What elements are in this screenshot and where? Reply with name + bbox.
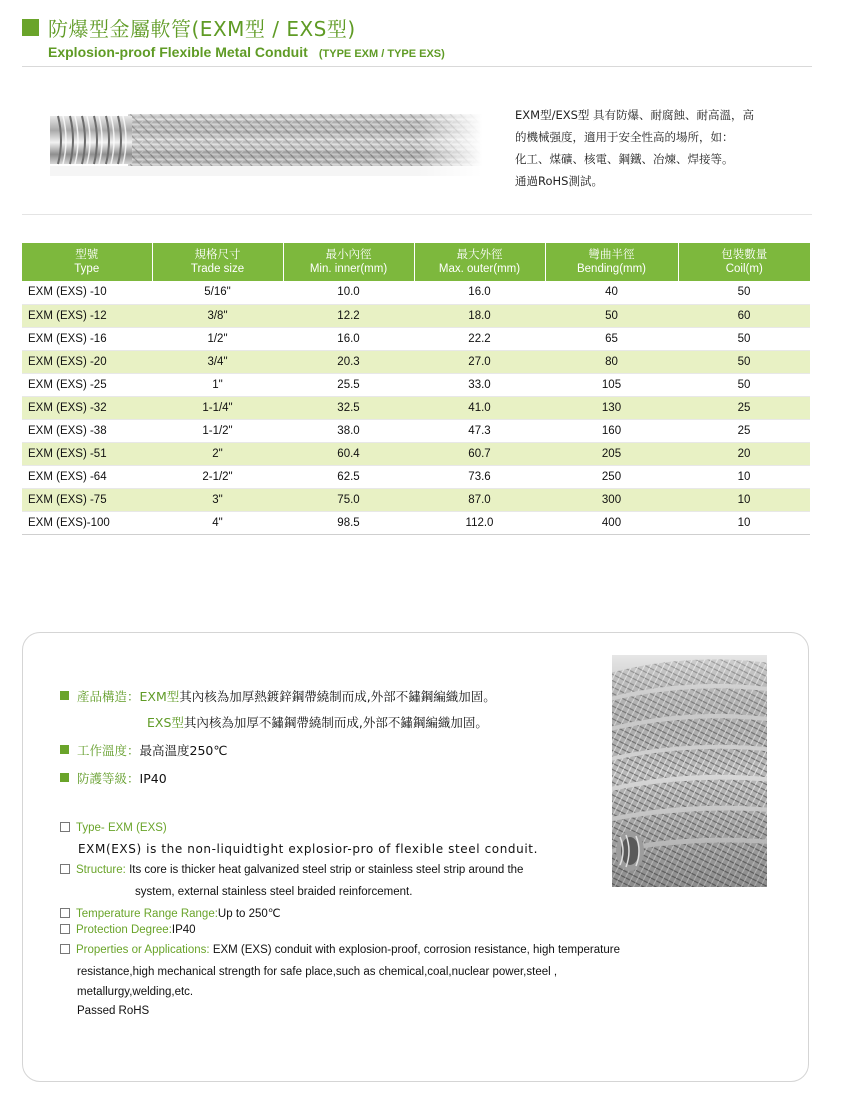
table-cell: 50	[678, 373, 810, 396]
table-cell: EXM (EXS) -38	[22, 419, 152, 442]
table-cell: 40	[545, 281, 678, 304]
table-row	[22, 511, 810, 534]
en-props-label: Properties or Applications:	[76, 944, 210, 956]
zh-exs-text: 其內核為加厚不鏽鋼帶繞制而成,外部不鏽鋼編織加固。	[183, 715, 488, 730]
table-cell: 160	[545, 419, 678, 442]
zh-exm-name: EXM型	[139, 689, 180, 704]
table-cell: 16.0	[414, 281, 545, 304]
title-english-type: (TYPE EXM / TYPE EXS)	[318, 48, 445, 60]
zh-structure-label: 產品構造：	[77, 689, 140, 704]
en-props-row	[60, 944, 620, 956]
col-header-trade-size: 規格尺寸 Trade size	[152, 243, 283, 281]
table-cell: 10.0	[283, 281, 414, 304]
table-cell: 62.5	[283, 465, 414, 488]
en-props-text: EXM (EXS) conduit with explosion-proof, corrosion resistance, high temperature	[212, 944, 620, 956]
zh-exs-row	[147, 713, 488, 731]
title-english-row	[48, 42, 445, 61]
title-square-icon	[22, 19, 39, 36]
table-cell: 22.2	[414, 327, 545, 350]
zh-protect-value: IP40	[139, 771, 167, 786]
table-cell: 300	[545, 488, 678, 511]
table-row	[22, 327, 810, 350]
zh-protect-row	[60, 769, 167, 787]
checkbox-square-icon	[60, 924, 70, 934]
braided-conduit-image	[50, 104, 482, 182]
spec-table	[22, 243, 810, 535]
table-cell: 3/4"	[152, 350, 283, 373]
table-cell: 60	[678, 304, 810, 327]
table-cell: 112.0	[414, 511, 545, 534]
zh-temp-label: 工作溫度：	[77, 743, 140, 758]
title-english: Explosion-proof Flexible Metal Conduit	[48, 44, 308, 60]
table-cell: 1"	[152, 373, 283, 396]
table-cell: 60.4	[283, 442, 414, 465]
en-props-text-2: resistance,high mechanical strength for safe place,such as chemical,coal,nuclear power,steel ,	[77, 966, 558, 978]
table-cell: EXM (EXS) -10	[22, 281, 152, 304]
en-structure-text: Its core is thicker heat galvanized steel strip or stainless steel strip around the	[129, 864, 524, 876]
table-cell: EXM (EXS)-100	[22, 511, 152, 534]
table-cell: 12.2	[283, 304, 414, 327]
table-cell: 47.3	[414, 419, 545, 442]
table-cell: EXM (EXS) -75	[22, 488, 152, 511]
green-bullet-icon	[60, 745, 69, 754]
zh-exm-text: 其內核為加厚熱鍍鋅鋼帶繞制而成,外部不鏽鋼編織加固。	[179, 689, 496, 704]
table-cell: EXM (EXS) -32	[22, 396, 152, 419]
table-cell: 25	[678, 419, 810, 442]
table-cell: 130	[545, 396, 678, 419]
table-cell: 205	[545, 442, 678, 465]
col-header-bending: 彎曲半徑 Bending(mm)	[545, 243, 678, 281]
table-cell: 41.0	[414, 396, 545, 419]
table-cell: 10	[678, 465, 810, 488]
table-cell: 20.3	[283, 350, 414, 373]
table-cell: 33.0	[414, 373, 545, 396]
zh-structure-row	[60, 687, 496, 705]
intro-section	[22, 86, 812, 196]
table-cell: 10	[678, 511, 810, 534]
table-cell: 60.7	[414, 442, 545, 465]
table-cell: 4"	[152, 511, 283, 534]
coiled-conduit-image	[612, 655, 767, 887]
table-cell: 38.0	[283, 419, 414, 442]
table-cell: 2-1/2"	[152, 465, 283, 488]
intro-line: EXM型/EXS型 具有防爆、耐腐蝕、耐高溫，高	[515, 108, 755, 122]
zh-exs-name: EXS型	[147, 715, 184, 730]
table-row	[22, 304, 810, 327]
zh-protect-label: 防護等級：	[77, 771, 140, 786]
table-row	[22, 350, 810, 373]
table-cell: EXM (EXS) -25	[22, 373, 152, 396]
zh-temp-value: 最高溫度250℃	[139, 743, 228, 758]
green-bullet-icon	[60, 691, 69, 700]
table-cell: 18.0	[414, 304, 545, 327]
table-cell: 16.0	[283, 327, 414, 350]
table-cell: 98.5	[283, 511, 414, 534]
table-row	[22, 442, 810, 465]
table-cell: 87.0	[414, 488, 545, 511]
table-cell: 1-1/2"	[152, 419, 283, 442]
en-type-label: Type- EXM (EXS)	[76, 822, 167, 834]
en-protect-value: IP40	[171, 924, 196, 936]
table-cell: 1/2"	[152, 327, 283, 350]
green-bullet-icon	[60, 773, 69, 782]
en-structure-text-2: system, external stainless steel braided reinforcement.	[135, 886, 413, 898]
table-cell: 80	[545, 350, 678, 373]
table-cell: 2"	[152, 442, 283, 465]
table-row	[22, 281, 810, 304]
en-protect-label: Protection Degree:	[76, 924, 172, 936]
table-cell: 400	[545, 511, 678, 534]
header-divider	[22, 66, 812, 67]
table-row	[22, 488, 810, 511]
col-header-min-inner: 最小內徑 Min. inner(mm)	[283, 243, 414, 281]
en-type-desc: EXM(EXS) is the non-liquidtight explosior-pro of flexible steel conduit.	[78, 842, 538, 856]
table-row	[22, 465, 810, 488]
table-cell: 1-1/4"	[152, 396, 283, 419]
table-cell: 75.0	[283, 488, 414, 511]
en-temp-value: Up to 250℃	[217, 908, 281, 920]
table-cell: 50	[678, 281, 810, 304]
en-temp-label: Temperature Range Range:	[76, 908, 218, 920]
col-header-coil: 包裝數量 Coil(m)	[678, 243, 810, 281]
table-cell: 65	[545, 327, 678, 350]
table-cell: EXM (EXS) -20	[22, 350, 152, 373]
table-cell: 25	[678, 396, 810, 419]
en-props-text-3: metallurgy,welding,etc.	[77, 986, 194, 998]
title-row	[22, 12, 812, 42]
table-cell: 27.0	[414, 350, 545, 373]
table-cell: 50	[545, 304, 678, 327]
table-cell: EXM (EXS) -51	[22, 442, 152, 465]
col-header-max-outer: 最大外徑 Max. outer(mm)	[414, 243, 545, 281]
table-cell: 3"	[152, 488, 283, 511]
en-protect-row	[60, 924, 196, 936]
en-structure-label: Structure:	[76, 864, 126, 876]
en-temp-row	[60, 906, 281, 920]
checkbox-square-icon	[60, 944, 70, 954]
table-body	[22, 281, 810, 534]
en-props-text-4: Passed RoHS	[77, 1005, 150, 1017]
table-row	[22, 373, 810, 396]
en-structure-row	[60, 864, 523, 876]
section-divider	[22, 214, 812, 215]
checkbox-square-icon	[60, 908, 70, 918]
intro-line: 的機械强度，適用于安全性高的場所，如：	[515, 130, 734, 144]
table-cell: 20	[678, 442, 810, 465]
table-cell: EXM (EXS) -16	[22, 327, 152, 350]
intro-line: 通過RoHS測試。	[515, 174, 603, 188]
table-header-row	[22, 243, 810, 281]
table-cell: 73.6	[414, 465, 545, 488]
table-cell: 250	[545, 465, 678, 488]
checkbox-square-icon	[60, 864, 70, 874]
table-cell: 32.5	[283, 396, 414, 419]
table-cell: 50	[678, 350, 810, 373]
zh-temp-row	[60, 741, 227, 759]
table-row	[22, 419, 810, 442]
table-cell: 5/16"	[152, 281, 283, 304]
table-cell: EXM (EXS) -12	[22, 304, 152, 327]
page-header	[22, 12, 812, 60]
intro-description	[515, 104, 805, 192]
table-cell: 25.5	[283, 373, 414, 396]
intro-line: 化工、煤礦、核電、鋼鐵、冶煉、焊接等。	[515, 152, 734, 166]
title-chinese: 防爆型金屬軟管(EXM型 / EXS型)	[48, 16, 356, 41]
table-cell: EXM (EXS) -64	[22, 465, 152, 488]
table-cell: 105	[545, 373, 678, 396]
table-row	[22, 396, 810, 419]
table-cell: 3/8"	[152, 304, 283, 327]
table-cell: 50	[678, 327, 810, 350]
en-type-row	[60, 822, 167, 834]
checkbox-square-icon	[60, 822, 70, 832]
col-header-type: 型號 Type	[22, 243, 152, 281]
table-cell: 10	[678, 488, 810, 511]
